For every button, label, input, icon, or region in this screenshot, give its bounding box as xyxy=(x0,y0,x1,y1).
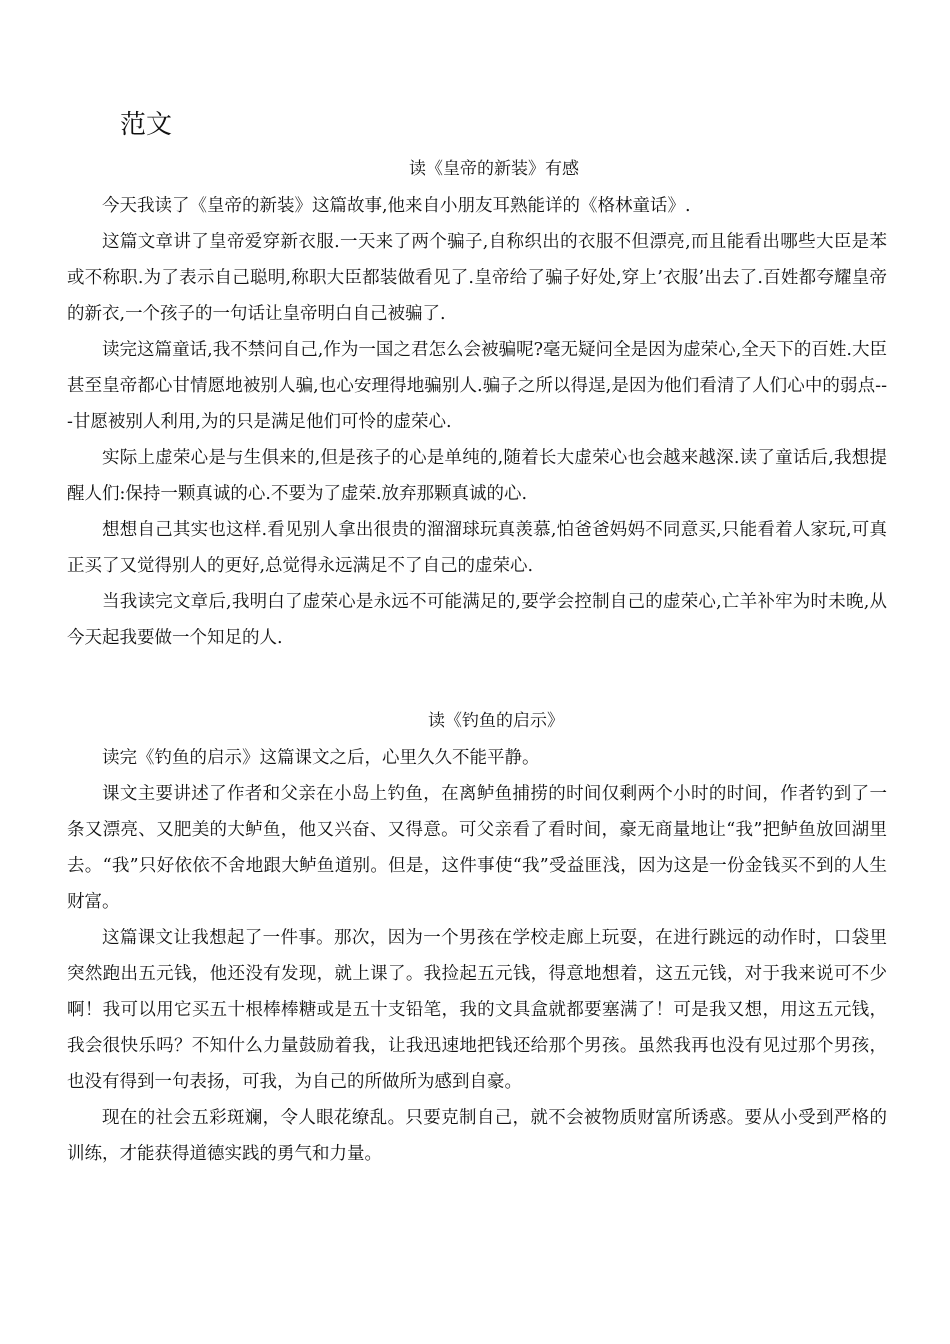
essay-emperor-new-clothes xyxy=(67,156,887,656)
essay-paragraph: 实际上虚荣心是与生俱来的,但是孩子的心是单纯的,随着长大虚荣心也会越来越深.读了童话后,我想提醒人们:保持一颗真诚的心.不要为了虚荣.放弃那颗真诚的心. xyxy=(67,448,887,504)
essay-paragraph: 当我读完文章后,我明白了虚荣心是永远不可能满足的,要学会控制自己的虚荣心,亡羊补牢为时未晚,从今天起我要做一个知足的人. xyxy=(67,592,887,648)
page-heading: 范文 xyxy=(120,110,173,140)
essay-title: 读《皇帝的新装》有感 xyxy=(409,159,579,179)
essay-paragraph: 想想自己其实也这样.看见别人拿出很贵的溜溜球玩真羡慕,怕爸爸妈妈不同意买,只能看着人家玩,可真正买了又觉得别人的更好,总觉得永远满足不了自己的虚荣心. xyxy=(67,520,887,576)
essay-paragraph: 课文主要讲述了作者和父亲在小岛上钓鱼，在离鲈鱼捕捞的时间仅剩两个小时的时间，作者钓到了一条又漂亮、又肥美的大鲈鱼，他又兴奋、又得意。可父亲看了看时间，豪无商量地让“我”把鲈鱼放回湖里去。“我”只好依依不舍地跟大鲈鱼道别。但是，这件事使“我”受益匪浅，因为这是一份金钱买不到的人生财富。 xyxy=(67,784,887,912)
essay-fishing-lesson xyxy=(67,708,887,1172)
essay-paragraph: 这篇文章讲了皇帝爱穿新衣服.一天来了两个骗子,自称织出的衣服不但漂亮,而且能看出哪些大臣是苯或不称职.为了表示自己聪明,称职大臣都装做看见了.皇帝给了骗子好处,穿上’衣服’出去了.百姓都夸耀皇帝的新衣,一个孩子的一句话让皇帝明白自己被骗了. xyxy=(67,232,887,324)
essay-paragraph: 今天我读了《皇帝的新装》这篇故事,他来自小朋友耳熟能详的《格林童话》. xyxy=(102,196,691,216)
essay-paragraph: 读完《钓鱼的启示》这篇课文之后，心里久久不能平静。 xyxy=(102,748,540,768)
essay-paragraph: 这篇课文让我想起了一件事。那次，因为一个男孩在学校走廊上玩耍，在进行跳远的动作时，口袋里突然跑出五元钱，他还没有发现，就上课了。我捡起五元钱，得意地想着，这五元钱，对于我来说可不少啊！我可以用它买五十根棒棒糖或是五十支铅笔，我的文具盒就都要塞满了！可是我又想，用这五元钱，我会很快乐吗？不知什么力量鼓励着我，让我迅速地把钱还给那个男孩。虽然我再也没有见过那个男孩，也没有得到一句表扬，可我，为自己的所做所为感到自豪。 xyxy=(67,928,887,1092)
essay-title: 读《钓鱼的启示》 xyxy=(428,711,564,731)
essay-paragraph: 读完这篇童话,我不禁问自己,作为一国之君怎么会被骗呢?毫无疑问全是因为虚荣心,全天下的百姓.大臣甚至皇帝都心甘情愿地被别人骗,也心安理得地骗别人.骗子之所以得逞,是因为他们看清了人们心中的弱点---甘愿被别人利用,为的只是满足他们可怜的虚荣心. xyxy=(67,340,887,432)
essay-paragraph: 现在的社会五彩斑斓，令人眼花缭乱。只要克制自己，就不会被物质财富所诱惑。要从小受到严格的训练，才能获得道德实践的勇气和力量。 xyxy=(67,1108,887,1164)
